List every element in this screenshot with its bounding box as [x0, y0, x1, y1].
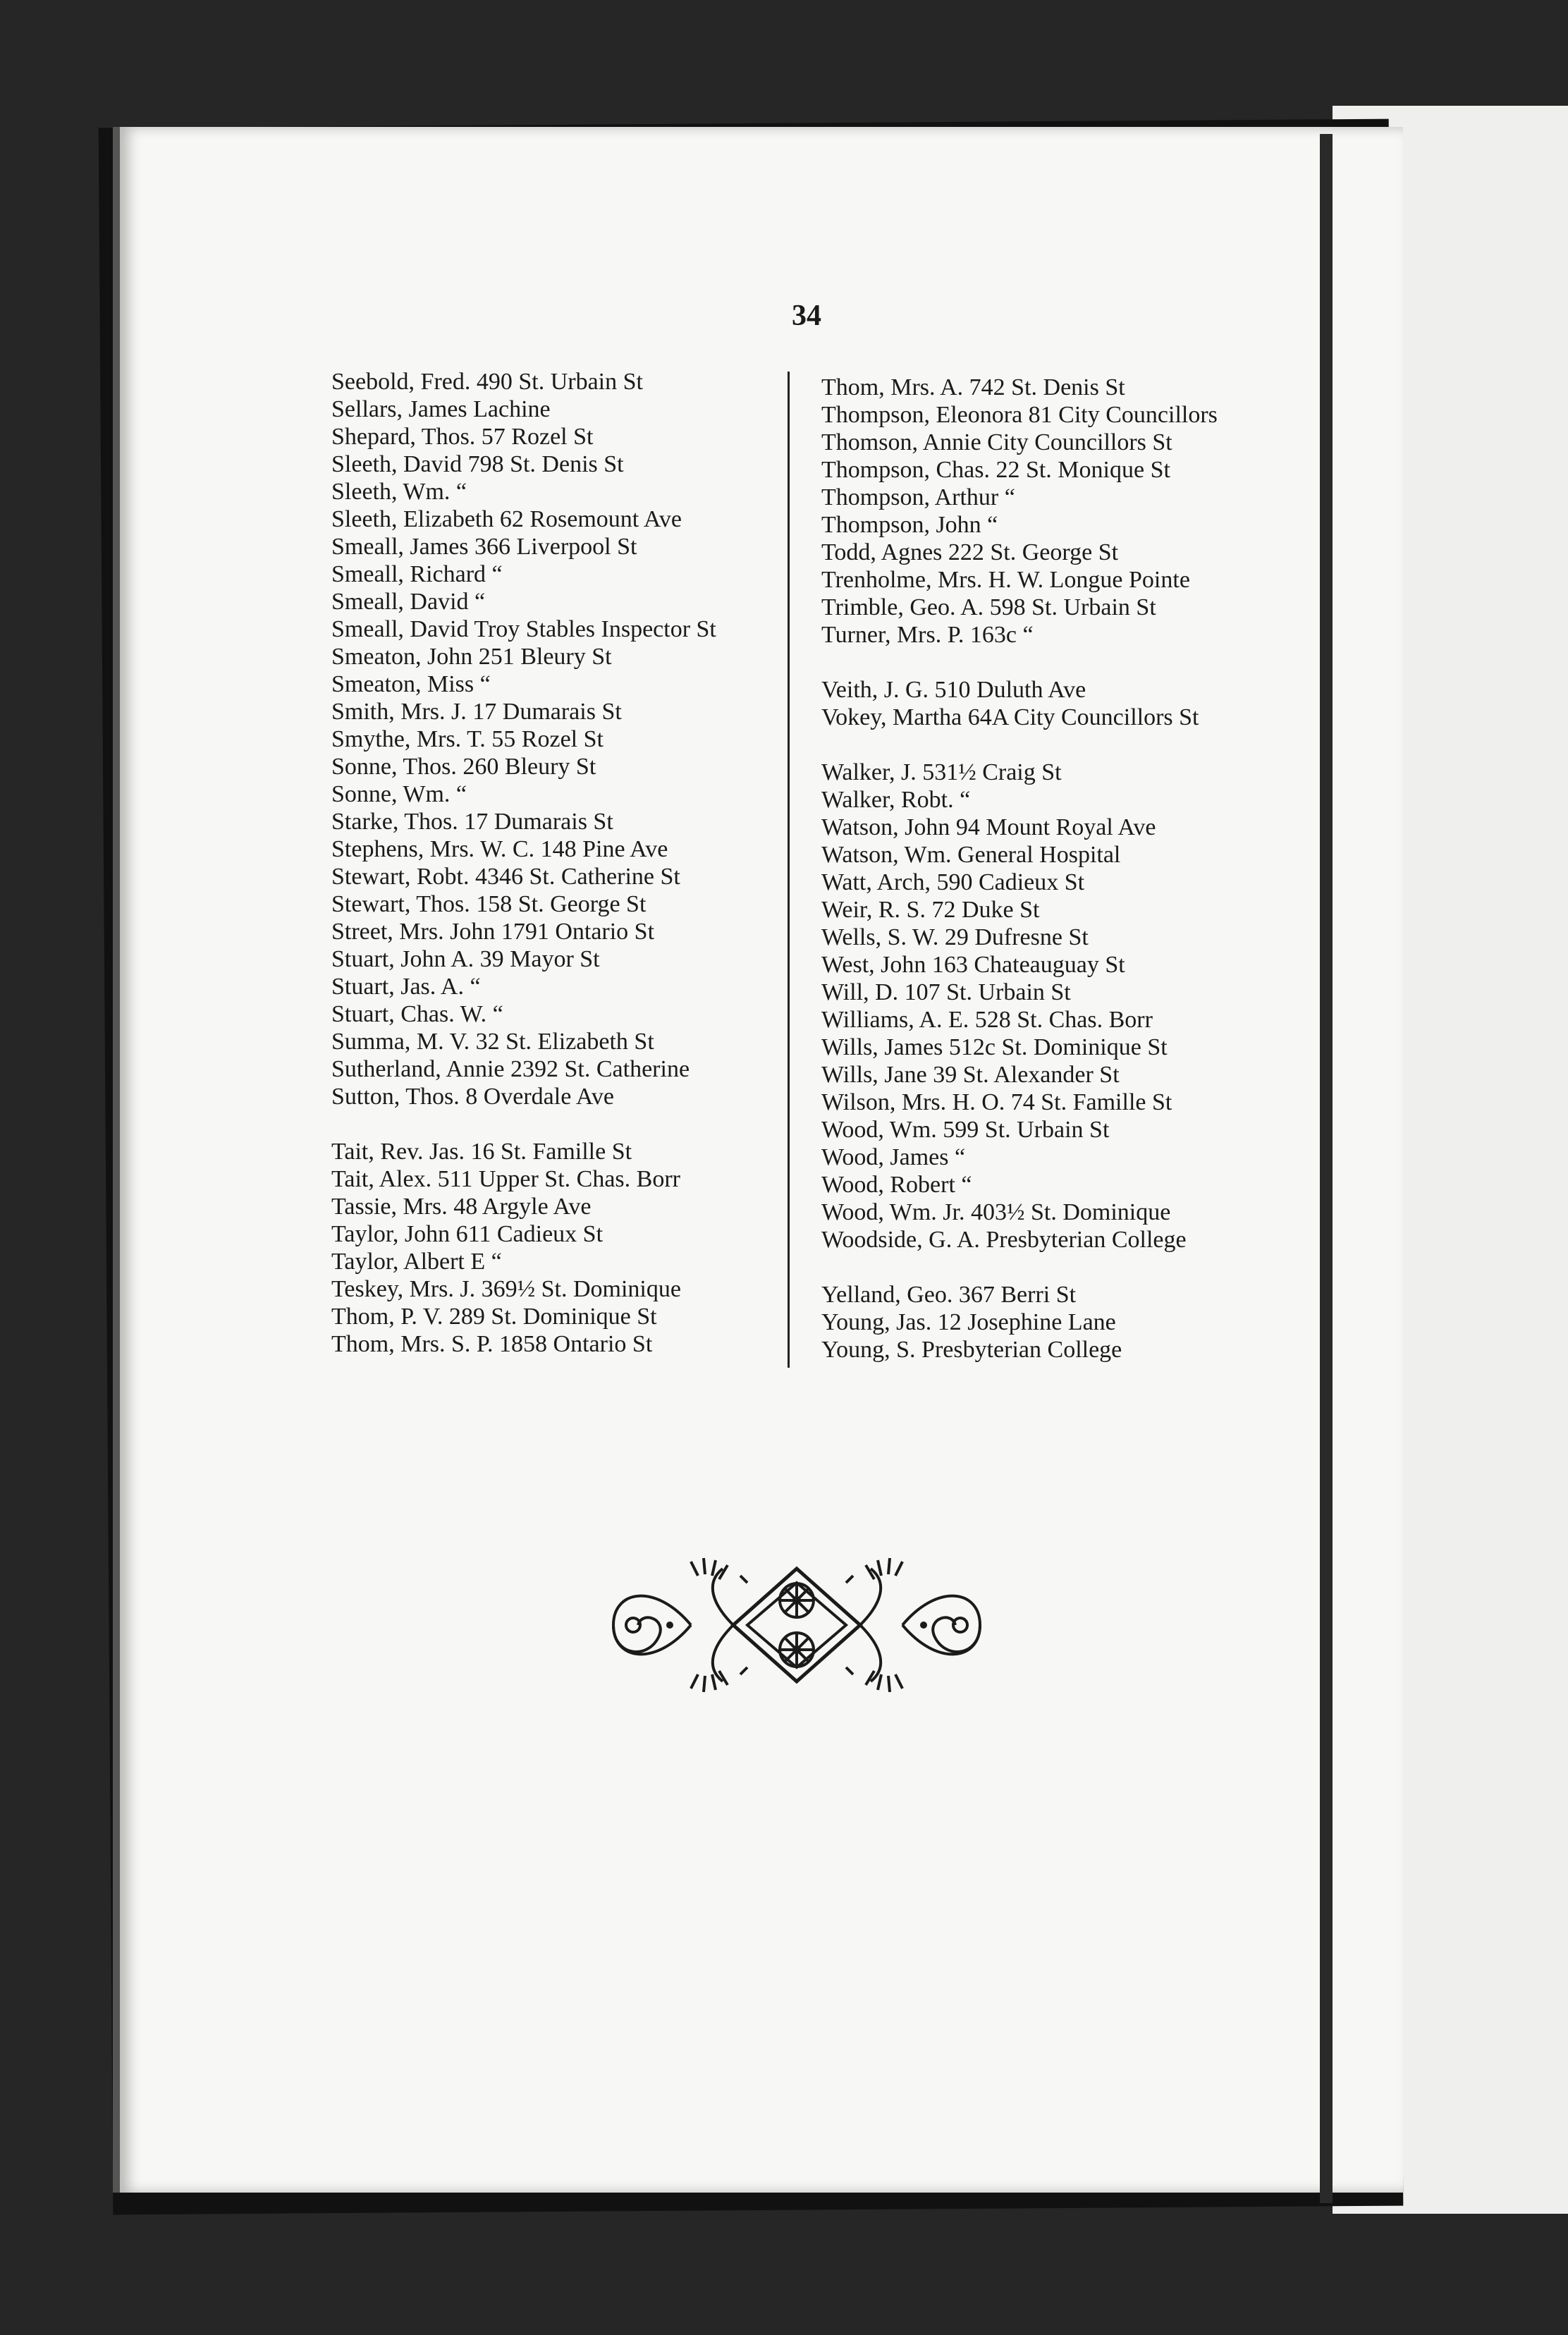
- directory-entry: Woodside, G. A. Presbyterian College: [821, 1227, 1187, 1253]
- directory-entry: Sonne, Thos. 260 Bleury St: [331, 754, 596, 780]
- directory-entry: Sleeth, Wm. “: [331, 479, 467, 505]
- directory-entry: Wells, S. W. 29 Dufresne St: [821, 924, 1089, 950]
- directory-entry: Thom, Mrs. S. P. 1858 Ontario St: [331, 1331, 653, 1357]
- ornament-icon: [571, 1540, 1022, 1710]
- directory-entry: Smeall, Richard “: [331, 561, 503, 587]
- directory-entry: Thomson, Annie City Councillors St: [821, 429, 1172, 455]
- directory-entry: Veith, J. G. 510 Duluth Ave: [821, 677, 1086, 703]
- directory-entry: Sonne, Wm. “: [331, 781, 467, 807]
- directory-entry: Smythe, Mrs. T. 55 Rozel St: [331, 726, 604, 752]
- entry-spacer: [821, 649, 1301, 676]
- directory-entry: Walker, Robt. “: [821, 787, 971, 813]
- directory-entry: Will, D. 107 St. Urbain St: [821, 979, 1071, 1005]
- directory-entry: Summa, M. V. 32 St. Elizabeth St: [331, 1029, 654, 1055]
- directory-entry: Walker, J. 531½ Craig St: [821, 759, 1062, 785]
- directory-entry: Stuart, Jas. A. “: [331, 974, 481, 1000]
- right-column: [821, 374, 1301, 1363]
- directory-entry: Street, Mrs. John 1791 Ontario St: [331, 919, 655, 945]
- directory-entry: Thompson, Chas. 22 St. Monique St: [821, 457, 1170, 483]
- directory-entry: Yelland, Geo. 367 Berri St: [821, 1282, 1077, 1308]
- directory-entry: Smeall, David Troy Stables Inspector St: [331, 616, 716, 642]
- directory-entry: Thom, Mrs. A. 742 St. Denis St: [821, 374, 1125, 400]
- entry-spacer: [821, 1254, 1301, 1281]
- column-divider: [788, 372, 790, 1368]
- directory-entry: Taylor, Albert E “: [331, 1249, 502, 1275]
- directory-entry: Stuart, Chas. W. “: [331, 1001, 503, 1027]
- directory-entry: Smeall, David “: [331, 589, 486, 615]
- directory-entry: Stewart, Thos. 158 St. George St: [331, 891, 647, 917]
- directory-entry: Wood, Wm. 599 St. Urbain St: [821, 1117, 1110, 1143]
- page-number: 34: [792, 300, 821, 332]
- directory-entry: Vokey, Martha 64A City Councillors St: [821, 704, 1199, 730]
- directory-entry: Smeaton, Miss “: [331, 671, 491, 697]
- directory-entry: Thompson, Arthur “: [821, 484, 1015, 510]
- directory-entry: Wilson, Mrs. H. O. 74 St. Famille St: [821, 1089, 1172, 1115]
- directory-entry: West, John 163 Chateauguay St: [821, 952, 1125, 978]
- directory-entry: Wood, Robert “: [821, 1172, 972, 1198]
- directory-entry: Young, S. Presbyterian College: [821, 1337, 1122, 1363]
- directory-entry: Williams, A. E. 528 St. Chas. Borr: [821, 1007, 1153, 1033]
- directory-entry: Sellars, James Lachine: [331, 396, 551, 422]
- entry-spacer: [331, 1110, 783, 1138]
- directory-entry: Tassie, Mrs. 48 Argyle Ave: [331, 1194, 592, 1220]
- directory-entry: Starke, Thos. 17 Dumarais St: [331, 809, 613, 835]
- directory-entry: Sleeth, Elizabeth 62 Rosemount Ave: [331, 506, 682, 532]
- directory-entry: Watson, Wm. General Hospital: [821, 842, 1121, 868]
- directory-entry: Seebold, Fred. 490 St. Urbain St: [331, 369, 643, 395]
- directory-entry: Taylor, John 611 Cadieux St: [331, 1221, 604, 1247]
- directory-entry: Trenholme, Mrs. H. W. Longue Pointe: [821, 567, 1190, 593]
- directory-entry: Wills, James 512c St. Dominique St: [821, 1034, 1168, 1060]
- directory-entry: Watson, John 94 Mount Royal Ave: [821, 814, 1156, 840]
- directory-entry: Shepard, Thos. 57 Rozel St: [331, 424, 594, 450]
- directory-entry: Thompson, Eleonora 81 City Councillors: [821, 402, 1218, 428]
- directory-entry: Tait, Alex. 511 Upper St. Chas. Borr: [331, 1166, 680, 1192]
- directory-entry: Wills, Jane 39 St. Alexander St: [821, 1062, 1120, 1088]
- directory-entry: Turner, Mrs. P. 163c “: [821, 622, 1034, 648]
- entry-spacer: [821, 731, 1301, 759]
- directory-entry: Sleeth, David 798 St. Denis St: [331, 451, 624, 477]
- directory-entry: Sutton, Thos. 8 Overdale Ave: [331, 1084, 615, 1110]
- directory-entry: Sutherland, Annie 2392 St. Catherine: [331, 1056, 690, 1082]
- directory-entry: Watt, Arch, 590 Cadieux St: [821, 869, 1085, 895]
- directory-entry: Trimble, Geo. A. 598 St. Urbain St: [821, 594, 1156, 620]
- directory-entry: Weir, R. S. 72 Duke St: [821, 897, 1040, 923]
- directory-entry: Stephens, Mrs. W. C. 148 Pine Ave: [331, 836, 668, 862]
- directory-entry: Young, Jas. 12 Josephine Lane: [821, 1309, 1116, 1335]
- directory-entry: Smeall, James 366 Liverpool St: [331, 534, 637, 560]
- directory-entry: Wood, Wm. Jr. 403½ St. Dominique: [821, 1199, 1171, 1225]
- directory-entry: Stuart, John A. 39 Mayor St: [331, 946, 600, 972]
- directory-entry: Tait, Rev. Jas. 16 St. Famille St: [331, 1139, 632, 1165]
- directory-entry: Teskey, Mrs. J. 369½ St. Dominique: [331, 1276, 681, 1302]
- directory-entry: Smith, Mrs. J. 17 Dumarais St: [331, 699, 622, 725]
- directory-entry: Thompson, John “: [821, 512, 998, 538]
- directory-entry: Todd, Agnes 222 St. George St: [821, 539, 1119, 565]
- directory-entry: Smeaton, John 251 Bleury St: [331, 644, 612, 670]
- page-spine: [1320, 134, 1333, 2203]
- directory-entry: Wood, James “: [821, 1144, 966, 1170]
- directory-entry: Thom, P. V. 289 St. Dominique St: [331, 1304, 657, 1330]
- left-column: [331, 368, 783, 1358]
- directory-entry: Stewart, Robt. 4346 St. Catherine St: [331, 864, 680, 890]
